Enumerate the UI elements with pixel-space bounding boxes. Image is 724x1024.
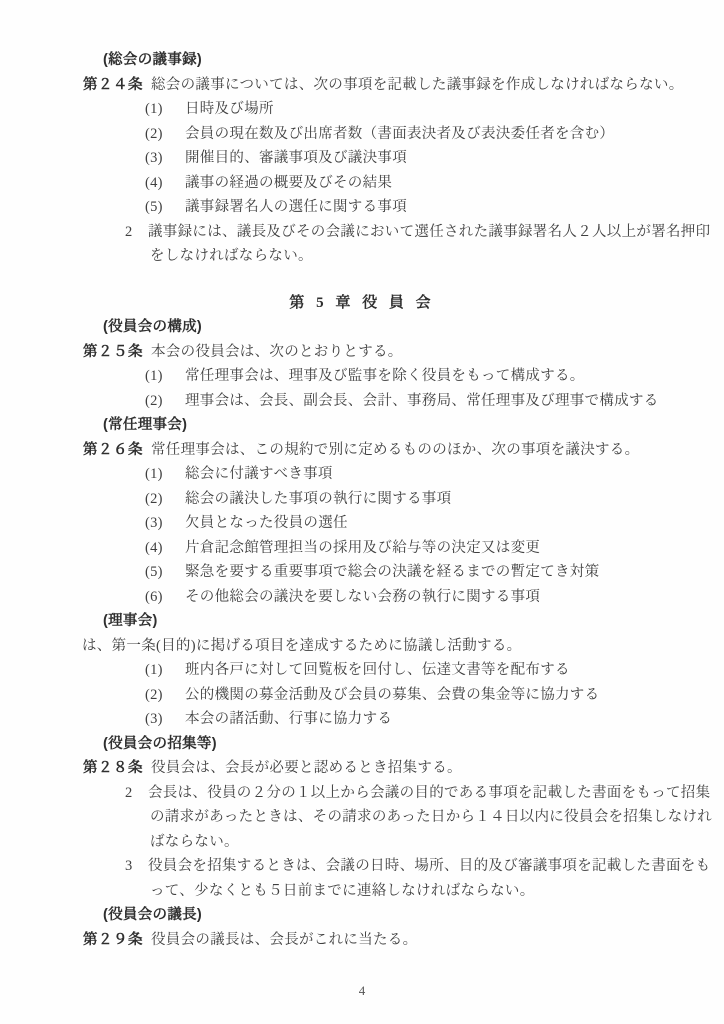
paragraph-line [0, 220, 724, 245]
section-heading: (総会の議事録) [103, 52, 203, 68]
item-text: 総会に付議すべき事項 [185, 466, 333, 482]
item-text: 総会の議決した事項の執行に関する事項 [185, 490, 452, 507]
article-line [0, 340, 724, 365]
paragraph-number: 2 [125, 223, 133, 240]
article-text: 本会の役員会は、次のとおりとする。 [151, 343, 403, 360]
item-text: 緊急を要する重要事項で総会の決議を経るまでの暫定てき対策 [185, 564, 600, 580]
item-number: (2) [145, 125, 163, 142]
item-text: 常任理事会は、理事及び監事を除く役員をもって構成する。 [185, 368, 585, 384]
continuation-line-flush: は、第一条(目的)に掲げる項目を達成するために協議し活動する。 [82, 637, 522, 654]
item-text: 片倉記念館管理担当の採用及び給与等の決定又は変更 [185, 539, 541, 556]
item-number: (3) [145, 711, 163, 727]
item-number: (4) [145, 539, 163, 556]
item-line [0, 462, 724, 487]
item-line [0, 487, 724, 512]
paragraph-line [0, 854, 724, 879]
article-line [0, 756, 724, 781]
article-number: 第２８条 [83, 760, 143, 776]
item-number: (6) [145, 588, 163, 605]
item-number: (5) [145, 199, 163, 215]
article-number: 第２５条 [83, 343, 143, 360]
continuation-line: をしなければならない。 [150, 248, 313, 264]
item-line [0, 683, 724, 708]
item-line [0, 658, 724, 683]
item-line [0, 536, 724, 561]
item-number: (3) [145, 515, 163, 531]
section-heading: (役員会の招集等) [103, 735, 217, 752]
item-text: 議事録署名人の選任に関する事項 [185, 199, 407, 215]
item-line [0, 97, 724, 122]
section-heading: (理事会) [103, 613, 158, 629]
item-line [0, 171, 724, 196]
item-text: 公的機関の募金活動及び会員の募集、会費の集金等に協力する [185, 686, 600, 703]
continuation-line: の請求があったときは、その請求のあった日から１４日以内に役員会を招集しなけれ [150, 809, 713, 825]
para-text: 会長は、役員の２分の１以上から会議の目的である事項を記載した書面をもって招集 [148, 784, 711, 801]
item-number: (1) [145, 368, 163, 384]
item-text: 欠員となった役員の選任 [185, 515, 348, 531]
item-number: (2) [145, 392, 163, 409]
item-number: (2) [145, 686, 163, 703]
item-number: (3) [145, 150, 163, 166]
item-line [0, 560, 724, 585]
item-line [0, 511, 724, 536]
item-text: その他総会の議決を要しない会務の執行に関する事項 [185, 588, 541, 605]
article-line [0, 438, 724, 463]
item-line [0, 389, 724, 414]
article-text: 役員会は、会長が必要と認めるとき招集する。 [151, 760, 462, 776]
item-line [0, 364, 724, 389]
chapter-heading: 第 5 章 役 員 会 [289, 294, 435, 311]
item-text: 理事会は、会長、副会長、会計、事務局、常任理事及び理事で構成する [185, 392, 659, 409]
article-text: 常任理事会は、この規約で別に定めるもののほか、次の事項を議決する。 [151, 441, 640, 458]
item-text: 開催目的、審議事項及び議決事項 [185, 150, 407, 166]
para-text: 議事録には、議長及びその会議において選任された議事録署名人２人以上が署名押印 [148, 223, 711, 240]
article-number: 第２４条 [83, 76, 143, 93]
item-line [0, 195, 724, 220]
page-number: 4 [358, 983, 366, 998]
item-number: (5) [145, 564, 163, 580]
item-number: (4) [145, 174, 163, 191]
article-text: 役員会の議長は、会長がこれに当たる。 [151, 931, 418, 948]
paragraph-number: 3 [125, 858, 133, 874]
paragraph-number: 2 [125, 784, 133, 801]
item-number: (1) [145, 662, 163, 678]
document-body [0, 48, 724, 952]
continuation-line: ばならない。 [150, 833, 239, 850]
item-text: 日時及び場所 [185, 101, 274, 117]
section-heading: (役員会の議長) [103, 907, 203, 923]
item-text: 本会の諸活動、行事に協力する [185, 711, 393, 727]
item-number: (1) [145, 466, 163, 482]
continuation-line: って、少なくとも５日前までに連絡しなければならない。 [150, 882, 535, 899]
article-line [0, 928, 724, 953]
para-text: 役員会を招集するときは、会議の日時、場所、目的及び審議事項を記載した書面をも [148, 858, 711, 874]
item-text: 議事の経過の概要及びその結果 [185, 174, 393, 191]
item-line [0, 585, 724, 610]
section-heading: (常任理事会) [103, 417, 188, 433]
item-number: (1) [145, 101, 163, 117]
item-number: (2) [145, 490, 163, 507]
paragraph-line [0, 781, 724, 806]
article-text: 総会の議事については、次の事項を記載した議事録を作成しなければならない。 [151, 76, 684, 93]
section-heading: (役員会の構成) [103, 319, 203, 335]
item-text: 班内各戸に対して回覧板を回付し、伝達文書等を配布する [185, 662, 570, 678]
item-line [0, 707, 724, 732]
article-number: 第２６条 [83, 441, 143, 458]
article-number: 第２９条 [83, 931, 143, 948]
item-line [0, 122, 724, 147]
item-line [0, 146, 724, 171]
article-line [0, 73, 724, 98]
item-text: 会員の現在数及び出席者数（書面表決者及び表決委任者を含む） [185, 125, 615, 142]
